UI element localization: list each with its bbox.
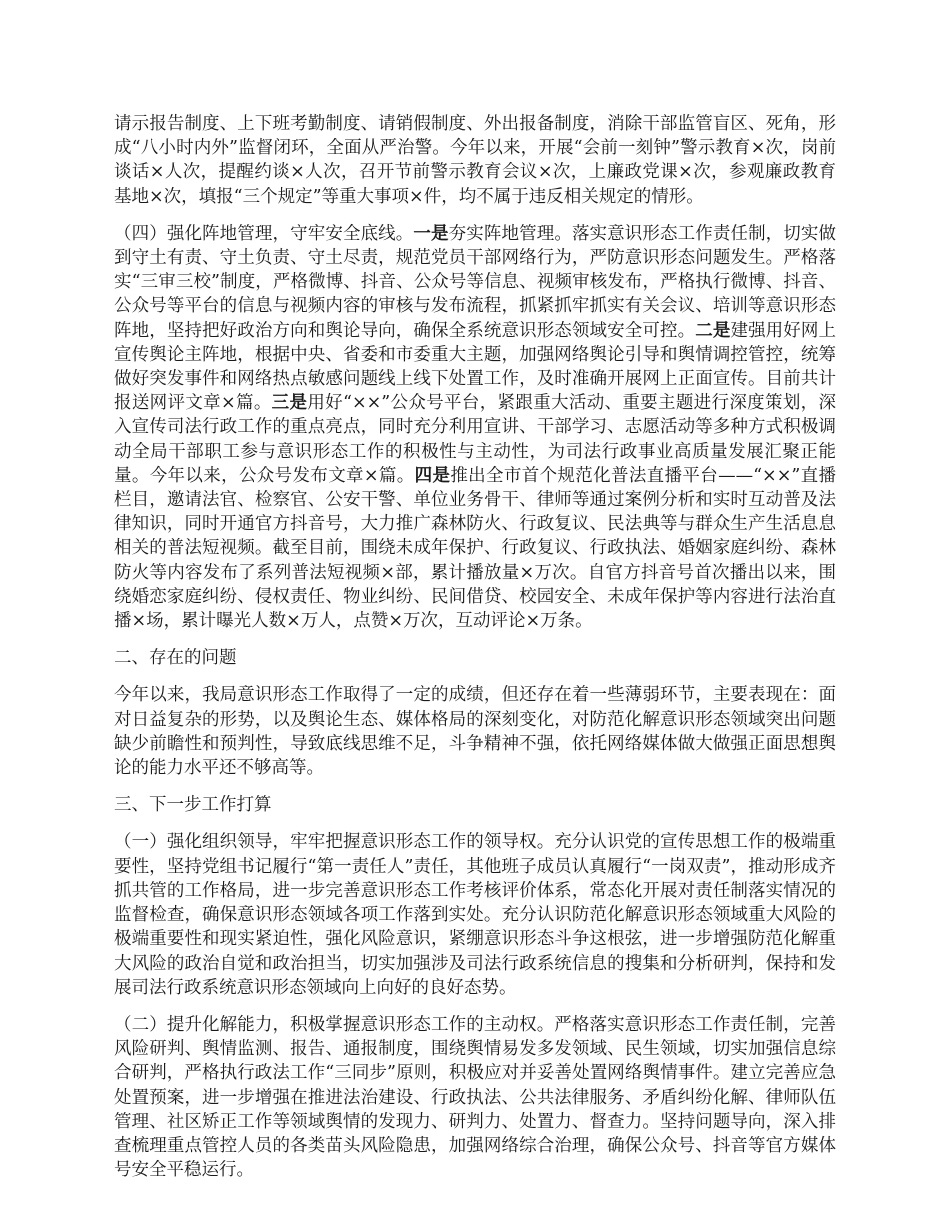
keyword-second: 二是 — [695, 320, 731, 341]
section-heading-next-steps: 三、下一步工作打算 — [114, 795, 272, 816]
paragraph-resolution-ability: （二）提升化解能力，积极掌握意识形态工作的主动权。严格落实意识形态工作责任制，完善风险研判、舆情监测、报告、通报制度，围绕舆情易发多发领域、民生领域，切实加强信息综合研判，严格执行政法工作“三同步”原则，积极应对并妥善处置网络舆情事件。建立完善应急处置预案，进一步增强在推进法治建设、行政执法、公共法律服务、矛盾纠纷化解、律师队伍管理、社区矫正工作等领域舆情的发现力、研判力、处置力、督查力。坚持问题导向，深入排查梳理重点管控人员的各类苗头风险隐患，加强网络综合治理，确保公众号、抖音等官方媒体号安全平稳运行。 — [114, 1014, 836, 1181]
document-page — [114, 112, 836, 1195]
text-third: 用好“××”公众号平台，紧跟重大活动、重要主题进行深度策划，深入宣传司法行政工作的重点亮点，同时充分利用宣讲、干部学习、志愿活动等多种方式积极调动全局干部职工参与意识形态工作的积极性与主动性，为司法行政事业高质量发展汇聚正能量。今年以来，公众号发布文章×篇。 — [114, 393, 837, 486]
section-heading-problems: 二、存在的问题 — [114, 648, 237, 669]
text-second: 建强用好网上宣传舆论主阵地，根据中央、省委和市委重大主题，加强网络舆论引导和舆情调控管控，统筹做好突发事件和网络热点敏感问题线上线下处置工作，及时准确开展网上正面宣传。目前共计报送网评文章×篇。 — [114, 320, 837, 414]
keyword-third: 三是 — [271, 393, 308, 414]
paragraph-discipline-system: 请示报告制度、上下班考勤制度、请销假制度、外出报备制度，消除干部监管盲区、死角，形成“八小时内外”监督闭环，全面从严治警。今年以来，开展“会前一刻钟”警示教育×次，岗前谈话×人次，提醒约谈×人次，召开节前警示教育会议×次，上廉政党课×次，参观廉政教育基地×次，填报“三个规定”等重大事项×件，均不属于违反相关规定的情形。 — [114, 114, 836, 207]
text-fourth: 推出全市首个规范化普法直播平台——“××”直播栏目，邀请法官、检察官、公安干警、单位业务骨干、律师等通过案例分析和实时互动普及法律知识，同时开通官方抖音号，大力推广森林防火、行政复议、民法典等与群众生产生活息息相关的普法短视频。截至目前，围绕未成年保护、行政复议、行政执法、婚姻家庭纠纷、森林防火等内容发布了系列普法短视频×部，累计播放量×万次。自官方抖音号首次播出以来，围绕婚恋家庭纠纷、侵权责任、物业纠纷、民间借贷、校园安全、未成年保护等内容进行法治直播×场，累计曝光人数×万人，点赞×万次，互动评论×万条。 — [114, 465, 837, 632]
keyword-fourth: 四是 — [414, 465, 451, 486]
paragraph-position-management — [114, 222, 836, 633]
paragraph-intro: （四）强化阵地管理，守牢安全底线。 — [114, 223, 414, 244]
paragraph-organization-leadership: （一）强化组织领导，牢牢把握意识形态工作的领导权。充分认识党的宣传思想工作的极端重要性，坚持党组书记履行“第一责任人”责任，其他班子成员认真履行“一岗双责”，推动形成齐抓共管的工作格局，进一步完善意识形态工作考核评价体系，常态化开展对责任制落实情况的监督检查，确保意识形态领域各项工作落到实处。充分认识防范化解意识形态领域重大风险的极端重要性和现实紧迫性，强化风险意识，紧绷意识形态斗争这根弦，进一步增强防范化解重大风险的政治自觉和政治担当，切实加强涉及司法行政系统信息的搜集和分析研判，保持和发展司法行政系统意识形态领域向上向好的良好态势。 — [114, 832, 836, 998]
text-first: 夯实阵地管理。落实意识形态工作责任制，切实做到守土有责、守土负责、守土尽责，规范党员干部网络行为，严防意识形态问题发生。严格落实“三审三校”制度，严格微博、抖音、公众号等信息、视频审核发布，严格执行微博、抖音、公众号等平台的信息与视频内容的审核与发布流程，抓紧抓牢抓实有关会议、培训等意识形态阵地，坚持把好政治方向和舆论导向，确保全系统意识形态领域安全可控。 — [114, 223, 837, 341]
keyword-first: 一是 — [413, 223, 449, 244]
paragraph-problems: 今年以来，我局意识形态工作取得了一定的成绩，但还存在着一些薄弱环节，主要表现在：面对日益复杂的形势，以及舆论生态、媒体格局的深刻变化，对防范化解意识形态领域突出问题缺少前瞻性和预判性，导致底线思维不足，斗争精神不强，依托网络媒体做大做强正面思想舆论的能力水平还不够高等。 — [114, 685, 836, 779]
